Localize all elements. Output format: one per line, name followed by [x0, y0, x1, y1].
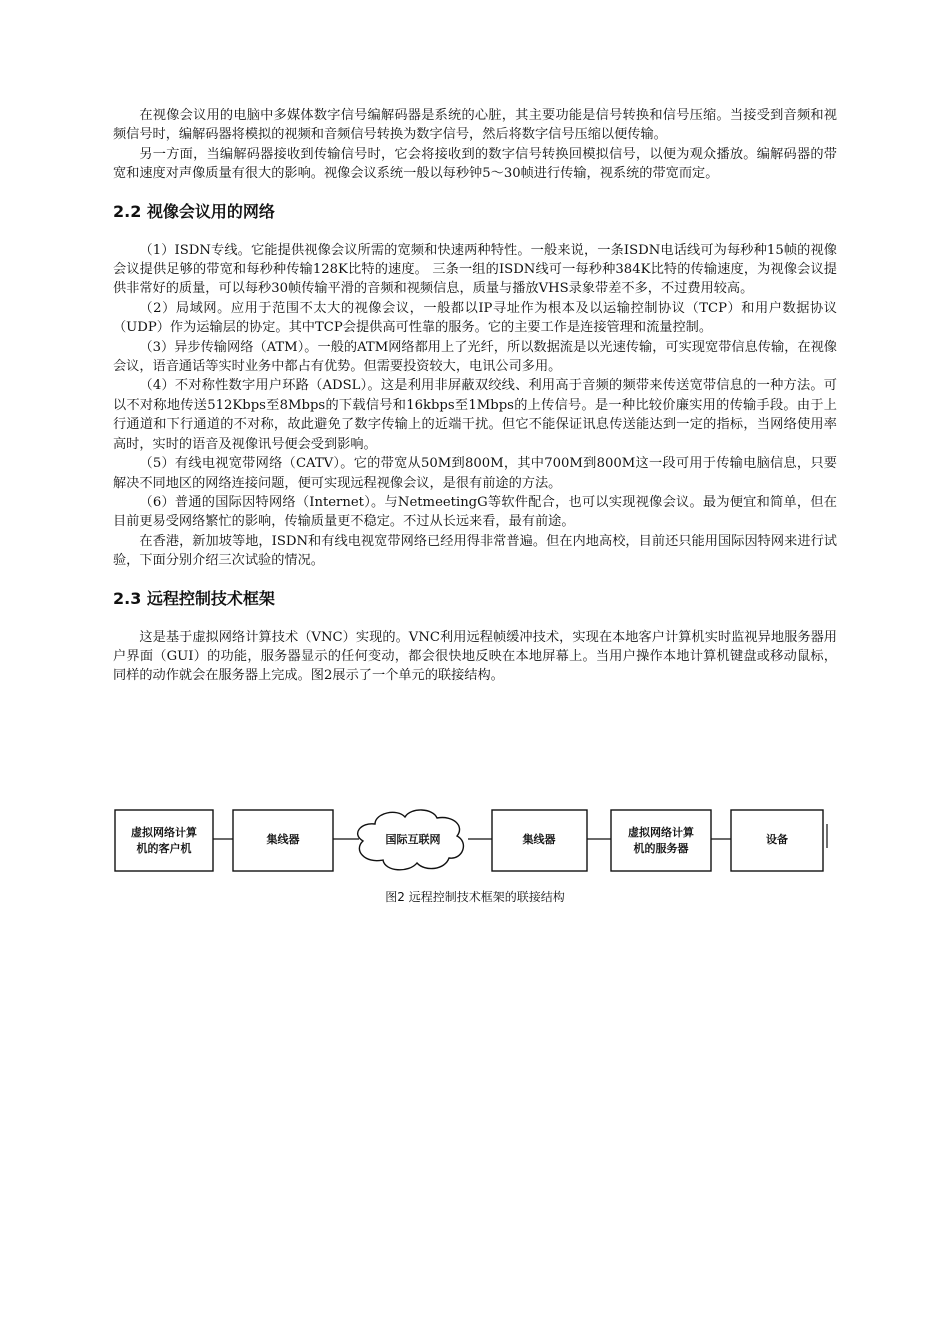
hub-left-label: 集线器 [266, 833, 300, 846]
paragraph-intro-1: 在视像会议用的电脑中多媒体数字信号编解码器是系统的心脏，其主要功能是信号转换和信号压缩。当接受到音频和视频信号时，编解码器将模拟的视频和音频信号转换为数字信号，然后将数字信号压缩以便传输。 [113, 108, 837, 143]
paragraph-lan: （2）局域网。应用于范围不太大的视像会议，一般都以IP寻址作为根本及以运输控制协议（TCP）和用户数据协议（UDP）作为运输层的协定。其中TCP会提供高可性靠的服务。它的主要工作是连接管理和流量控制。 [113, 300, 837, 336]
hub-node-right [492, 810, 587, 871]
document-body [113, 106, 837, 686]
diagram-svg [113, 808, 837, 874]
paragraph-internet: （6）普通的国际因特网络（Internet）。与NetmeetingG等软件配合，也可以实现视像会议。最为便宜和简单，但在目前更易受网络繁忙的影响，传输质量更不稳定。不过从长远来看，最有前途。 [113, 494, 837, 530]
paragraph-intro-2: 另一方面，当编解码器接收到传输信号时，它会将接收到的数字信号转换回模拟信号，以便为观众播放。编解码器的带宽和速度对声像质量有很大的影响。视像会议系统一般以每秒钟5～30帧进行传输，视系统的带宽而定。 [113, 146, 837, 182]
client-node-line2: 机的客户机 [136, 842, 192, 855]
server-node-line2: 机的服务器 [633, 842, 689, 855]
figure-caption: 图2 远程控制技术框架的联接结构 [385, 890, 565, 904]
section-heading-2-2: 2.2 视像会议用的网络 [113, 201, 275, 221]
paragraph-vnc: 这是基于虚拟网络计算技术（VNC）实现的。VNC利用远程帧缓冲技术，实现在本地客户计算机实时监视异地服务器用户界面（GUI）的功能，服务器显示的任何变动，都会很快地反映在本地屏幕上。当用户操作本地计算机键盘或移动鼠标，同样的动作就会在服务器上完成。图2展示了一个单元的联接结构。 [113, 629, 837, 684]
device-node [731, 810, 827, 871]
paragraph-adsl: （4）不对称性数字用户环路（ADSL）。这是利用非屏蔽双绞线、利用高于音频的频带来传送宽带信息的一种方法。可以不对称地传送512Kbps至8Mbps的下载信号和16kbps至1Mbps的上传信号。是一种比较价廉实用的传输手段。由于上行通道和下行通道的不对称，故此避免了数字传输上的近端干扰。但它不能保证讯息传送能达到一定的指标，当网络使用率高时，实时的语音及视像讯号便会受到影响。 [113, 378, 837, 452]
connection-diagram [113, 808, 837, 874]
paragraph-hongkong: 在香港，新加坡等地，ISDN和有线电视宽带网络已经用得非常普遍。但在内地高校，目前还只能用国际因特网来进行试验，下面分别介绍三次试验的情况。 [113, 533, 837, 569]
internet-cloud-icon [358, 810, 464, 870]
section-heading-2-3: 2.3 远程控制技术框架 [113, 588, 275, 608]
client-computer-node [115, 810, 213, 871]
paragraph-isdn: （1）ISDN专线。它能提供视像会议所需的宽频和快速两种特性。一般来说，一条ISDN电话线可为每秒种15帧的视像会议提供足够的带宽和每秒种传输128K比特的速度。 三条一组的ISDN线可一每秒种384K比特的传输速度，为视像会议提供非常好的质量，可以每秒30帧传输平滑的音频和视频信息，质量与播放VHS录象带差不多，不过费用较高。 [113, 242, 837, 297]
hub-right-label: 集线器 [522, 833, 556, 846]
paragraph-atm: （3）异步传输网络（ATM）。一般的ATM网络都用上了光纤，所以数据流是以光速传输，可实现宽带信息传输，在视像会议，语音通话等实时业务中都占有优势。但需要投资较大，电讯公司多用。 [113, 339, 837, 375]
device-label: 设备 [766, 833, 788, 846]
server-node-line1: 虚拟网络计算 [628, 826, 694, 839]
internet-label: 国际互联网 [385, 833, 441, 846]
client-node-line1: 虚拟网络计算 [131, 826, 197, 839]
paragraph-catv: （5）有线电视宽带网络（CATV）。它的带宽从50M到800M，其中700M到800M这一段可用于传输电脑信息，只要解决不同地区的网络连接问题，便可实现远程视像会议，是很有前途的方法。 [113, 456, 837, 491]
server-computer-node [611, 810, 711, 871]
hub-node-left [233, 810, 333, 871]
